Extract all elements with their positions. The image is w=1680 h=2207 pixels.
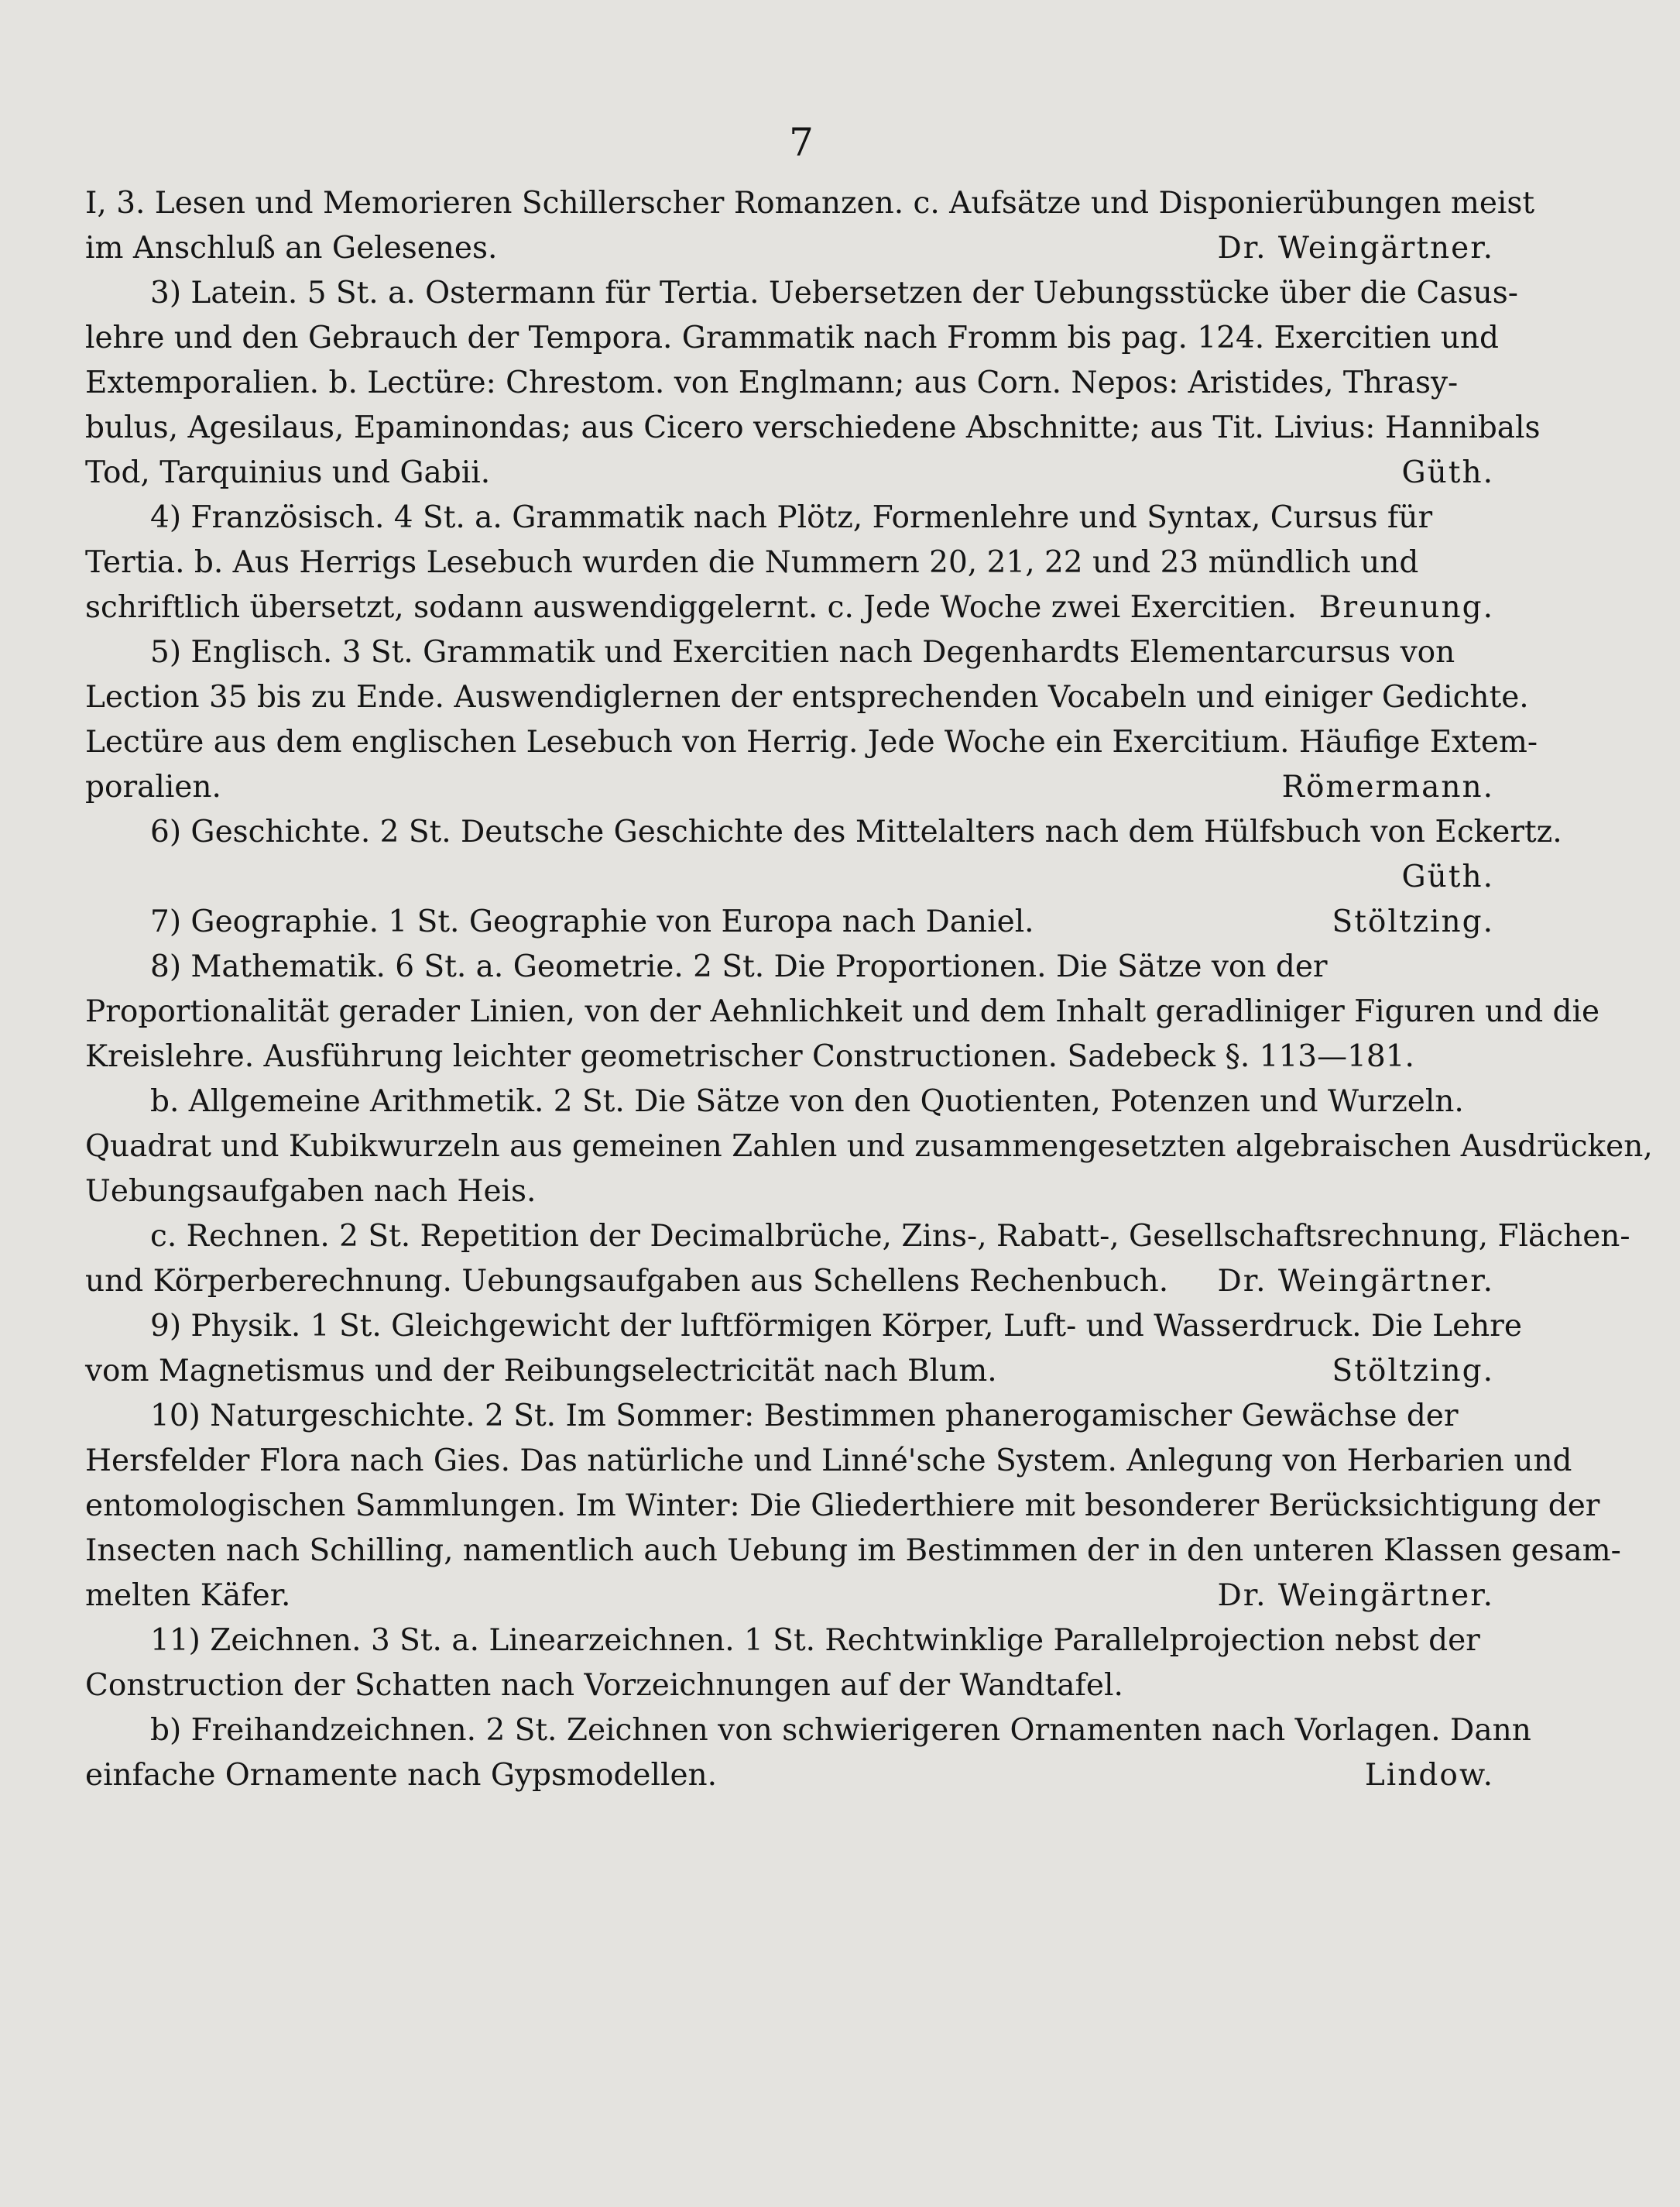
text-line [85,1668,1494,1713]
line-text: 8) Mathematik. 6 St. a. Geometrie. 2 St. Die Proportionen. Die Sätze von der [150,949,1328,984]
teacher-name: Stöltzing. [1332,1354,1494,1388]
line-text: 4) Französisch. 4 St. a. Grammatik nach Plötz, Formenlehre und Syntax, Cursus für [150,500,1433,535]
text-line [85,1264,1494,1309]
teacher-name: Lindow. [1364,1758,1494,1793]
text-line [85,1488,1600,1533]
text-line [85,276,1518,321]
teacher-name: Güth. [1401,455,1494,490]
line-text: Proportionalität gerader Linien, von der Aehnlichkeit und dem Inhalt geradliniger Figuren und die [85,994,1600,1029]
text-line [85,231,1494,276]
text-line [85,1758,1494,1803]
line-text: Lectüre aus dem englischen Lesebuch von Herrig. Jede Woche ein Exercitium. Häufige Extem- [85,725,1538,760]
line-text: Tod, Tarquinius und Gabii. [85,455,491,490]
teacher-name: Römermann. [1281,770,1494,805]
line-text: poralien. [85,770,221,805]
text-line [85,994,1600,1039]
line-text: 6) Geschichte. 2 St. Deutsche Geschichte des Mittelalters nach dem Hülfsbuch von Eckertz. [150,815,1562,850]
text-line [85,770,1494,815]
line-text: Kreislehre. Ausführung leichter geometrischer Constructionen. Sadebeck §. 113—181. [85,1039,1414,1074]
page-number: 7 [789,120,814,165]
line-text: bulus, Agesilaus, Epaminondas; aus Cicero verschiedene Abschnitte; aus Tit. Livius: Hannibals [85,410,1541,445]
text-line [85,500,1494,545]
line-text: melten Käfer. [85,1578,291,1613]
line-text: 11) Zeichnen. 3 St. a. Linearzeichnen. 1 St. Rechtwinklige Parallelprojection nebst der [150,1623,1480,1658]
text-line [85,545,1494,590]
line-text: 3) Latein. 5 St. a. Ostermann für Tertia. Uebersetzen der Uebungsstücke über die Casus- [150,276,1518,311]
line-text: im Anschluß an Gelesenes. [85,231,498,266]
text-line [85,725,1538,770]
text-line [85,680,1529,725]
line-text: schriftlich übersetzt, sodann auswendiggelernt. c. Jede Woche zwei Exercitien. [85,590,1297,625]
line-text: Lection 35 bis zu Ende. Auswendiglernen der entsprechenden Vocabeln und einiger Gedichte. [85,680,1529,715]
text-line [85,815,1562,860]
line-text: 5) Englisch. 3 St. Grammatik und Exercitien nach Degenhardts Elementarcursus von [150,635,1455,670]
text-line [85,1443,1572,1488]
text-line [85,1623,1494,1668]
text-line [85,1533,1621,1578]
text-line [85,186,1535,231]
text-line [85,1129,1653,1174]
text-line [85,1084,1494,1129]
line-text: 10) Naturgeschichte. 2 St. Im Sommer: Bestimmen phanerogamischer Gewächse der [150,1399,1459,1433]
line-text: c. Rechnen. 2 St. Repetition der Decimalbrüche, Zins-, Rabatt-, Gesellschaftsrechnung, Flächen- [150,1219,1630,1254]
line-text: vom Magnetismus und der Reibungselectricität nach Blum. [85,1354,997,1388]
text-line [85,860,1494,904]
text-line [85,1219,1630,1264]
teacher-name: Dr. Weingärtner. [1217,1264,1494,1299]
text-line [85,1713,1531,1758]
line-text: entomologischen Sammlungen. Im Winter: Die Gliederthiere mit besonderer Berücksichtigung der [85,1488,1600,1523]
line-text: und Körperberechnung. Uebungsaufgaben aus Schellens Rechenbuch. [85,1264,1169,1299]
line-text: Quadrat und Kubikwurzeln aus gemeinen Zahlen und zusammengesetzten algebraischen Ausdrücken, [85,1129,1653,1164]
text-line [85,1039,1494,1084]
document-body [85,186,1653,1803]
text-line [85,1399,1494,1443]
line-text: lehre und den Gebrauch der Tempora. Grammatik nach Fromm bis pag. 124. Exercitien und [85,321,1499,355]
text-line [85,455,1494,500]
line-text: b. Allgemeine Arithmetik. 2 St. Die Sätze von den Quotienten, Potenzen und Wurzeln. [150,1084,1464,1119]
line-text: I, 3. Lesen und Memorieren Schillerscher Romanzen. c. Aufsätze und Disponierübungen meist [85,186,1535,221]
line-text: Hersfelder Flora nach Gies. Das natürliche und Linné'sche System. Anlegung von Herbarien und [85,1443,1572,1478]
text-line [85,321,1499,366]
line-text: Insecten nach Schilling, namentlich auch Uebung im Bestimmen der in den unteren Klassen gesam- [85,1533,1621,1568]
text-line [85,1578,1494,1623]
line-text: Extemporalien. b. Lectüre: Chrestom. von Englmann; aus Corn. Nepos: Aristides, Thrasy- [85,366,1459,400]
text-line [85,410,1541,455]
line-text: 7) Geographie. 1 St. Geographie von Europa nach Daniel. [150,904,1034,939]
line-text: b) Freihandzeichnen. 2 St. Zeichnen von schwierigeren Ornamenten nach Vorlagen. Dann [150,1713,1531,1748]
text-line [85,590,1494,635]
text-line [85,949,1494,994]
line-text: Construction der Schatten nach Vorzeichnungen auf der Wandtafel. [85,1668,1123,1703]
teacher-name: Stöltzing. [1332,904,1494,939]
teacher-name: Breunung. [1318,590,1494,625]
text-line [85,1309,1522,1354]
text-line [85,635,1494,680]
line-text: einfache Ornamente nach Gypsmodellen. [85,1758,718,1793]
line-text: 9) Physik. 1 St. Gleichgewicht der luftförmigen Körper, Luft- und Wasserdruck. Die Lehre [150,1309,1522,1344]
line-text: Tertia. b. Aus Herrigs Lesebuch wurden die Nummern 20, 21, 22 und 23 mündlich und [85,545,1419,580]
teacher-name: Dr. Weingärtner. [1217,1578,1494,1613]
text-line [85,1354,1494,1399]
teacher-name: Güth. [1401,860,1494,894]
text-line [85,366,1494,410]
text-line [85,1174,1494,1219]
text-line [85,904,1494,949]
teacher-name: Dr. Weingärtner. [1217,231,1494,266]
line-text: Uebungsaufgaben nach Heis. [85,1174,537,1209]
